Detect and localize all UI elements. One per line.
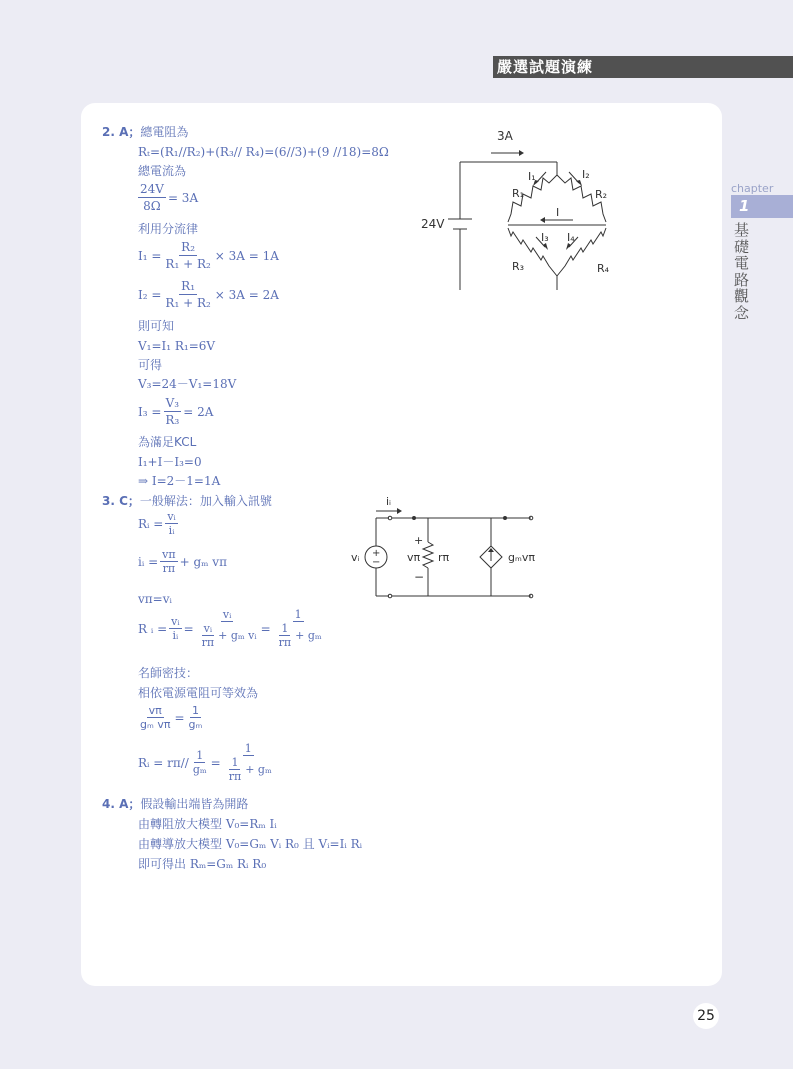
- q2-e3-den: R₃: [165, 413, 180, 427]
- fig1-i2: I₂: [582, 168, 590, 181]
- q3-e5-den2-rest: + gₘ: [245, 763, 272, 776]
- q2-e1-result: × 3A = 1A: [214, 248, 279, 263]
- fig2-vpi-minus: −: [414, 570, 425, 584]
- q2-e1-num: R₂: [181, 240, 196, 254]
- q2-f1-num: 24V: [140, 182, 164, 196]
- q4-line2: 由轉阻放大模型 V₀=Rₘ Iᵢ: [138, 817, 277, 831]
- q3-e3-eq1: =: [183, 621, 194, 636]
- q2-e1-lhs: I₁ =: [138, 248, 162, 263]
- fig2-gm-vpi: gₘvπ: [508, 551, 535, 564]
- q2-e1-den: R₁ + R₂: [165, 257, 211, 271]
- chapter-number: 1: [731, 195, 793, 218]
- q3-eq-equiv: [136, 704, 206, 731]
- q3-e3-den3-den: rπ: [278, 636, 292, 649]
- bridge-circuit-diagram: [415, 125, 630, 300]
- q3-e3-den1: iᵢ: [172, 629, 179, 642]
- fig1-i: I: [556, 206, 560, 219]
- fig1-i1: I₁: [528, 170, 536, 183]
- q2-e2-num: R₁: [181, 279, 196, 293]
- q3-e2-rest: + gₘ vπ: [179, 554, 227, 569]
- fig2-ii: iᵢ: [386, 495, 392, 508]
- q4-line1: 假設輸出端皆為開路: [140, 797, 249, 811]
- q3-e4-den1: gₘ vπ: [140, 718, 171, 731]
- q2-line3: 總電流為: [138, 164, 187, 178]
- q2-line4: 利用分流律: [138, 222, 199, 236]
- q2-e2-result: × 3A = 2A: [214, 287, 279, 302]
- q2-eq-i1: [138, 239, 279, 272]
- small-signal-circuit-diagram: [345, 493, 540, 605]
- q3-eq-ri: [138, 510, 180, 537]
- q3-line1: 一般解法：加入輸入訊號: [139, 494, 272, 508]
- q3-e3-num3: 1: [294, 608, 302, 621]
- fig2-source-plus: +: [372, 548, 381, 559]
- q2-e3-result: = 2A: [183, 404, 214, 419]
- q3-line4: 相依電源電阻可等效為: [138, 686, 259, 700]
- q2-line9: 為滿足KCL: [138, 435, 197, 449]
- q2-e3-lhs: I₃ =: [138, 404, 162, 419]
- q2-line10: I₁+I－I₃=0: [138, 455, 202, 469]
- q3-eq-ri-full: [138, 608, 326, 649]
- fig1-total-current: 3A: [497, 129, 513, 143]
- fig1-r4: R₄: [597, 262, 610, 275]
- q3-e1-lhs: Rᵢ =: [138, 516, 164, 531]
- q3-eq-ri-parallel: [138, 742, 276, 783]
- chapter-label: chapter: [731, 182, 774, 195]
- q4-line3: 由轉導放大模型 V₀=Gₘ Vᵢ R₀ 且 Vᵢ=Iᵢ Rᵢ: [138, 837, 363, 851]
- q2-line5: 則可知: [138, 319, 175, 333]
- q3-e3-den2-num: vᵢ: [203, 622, 213, 635]
- q2-e2-den: R₁ + R₂: [165, 296, 211, 310]
- q2-header: [102, 125, 188, 139]
- fig2-vpi: vπ: [407, 551, 421, 564]
- q2-line1: 總電阻為: [140, 125, 189, 139]
- q2-eq-i3: [138, 395, 213, 428]
- fig1-r2: R₂: [595, 188, 608, 201]
- q3-e2-num: vπ: [162, 548, 176, 561]
- q3-e3-num1: vᵢ: [171, 615, 180, 628]
- q3-e3-lhs: R ᵢ =: [138, 621, 168, 636]
- q3-e3-eq2: =: [260, 621, 271, 636]
- q2-eq-total-current: [136, 181, 198, 214]
- q3-label: 3. C；: [102, 494, 140, 508]
- q3-header: [102, 494, 272, 508]
- q3-e5-eq: =: [210, 755, 221, 770]
- q2-label: 2. A；: [102, 125, 141, 139]
- section-title: 嚴選試題演練: [497, 58, 594, 76]
- fig1-i4: I₄: [567, 231, 575, 244]
- section-header-bar: [493, 56, 793, 78]
- fig2-vpi-plus: +: [414, 534, 424, 547]
- q3-e5-den2-den: rπ: [228, 770, 242, 783]
- q3-e5-num1: 1: [196, 749, 204, 762]
- q4-header: [102, 797, 248, 811]
- q2-eq-i2: [138, 278, 279, 311]
- q3-e5-den2-num: 1: [231, 756, 239, 769]
- q3-e2-den: rπ: [162, 562, 176, 575]
- q3-e4-num1: vπ: [148, 704, 162, 717]
- q2-line7: 可得: [138, 358, 163, 372]
- q2-f1-result: = 3A: [167, 190, 199, 205]
- chapter-title: 基礎電路觀念: [734, 221, 750, 322]
- q3-e5-lhs: Rᵢ = rπ//: [138, 755, 189, 770]
- q3-e1-den: iᵢ: [168, 524, 175, 537]
- q3-e5-den1: gₘ: [192, 763, 207, 776]
- fig1-r1: R₁: [512, 187, 525, 200]
- q2-f1-den: 8Ω: [143, 199, 161, 213]
- q3-e4-num2: 1: [191, 704, 199, 717]
- fig2-vi: vᵢ: [351, 551, 360, 564]
- q2-e3-num: V₃: [165, 396, 180, 410]
- q3-e3-den3-num: 1: [281, 622, 289, 635]
- q2-line8: V₃=24－V₁=18V: [138, 377, 237, 391]
- fig1-source: 24V: [421, 217, 445, 231]
- q3-line3: 名師密技：: [138, 666, 199, 680]
- q4-line4: 即可得出 Rₘ=Gₘ Rᵢ R₀: [138, 857, 267, 871]
- fig2-source-minus: −: [372, 557, 381, 568]
- q3-e3-num2: vᵢ: [222, 608, 232, 621]
- q3-eq-ii: [138, 548, 227, 575]
- q3-e3-den3-rest: + gₘ: [295, 629, 322, 642]
- q3-e4-eq: =: [174, 710, 185, 725]
- q4-label: 4. A；: [102, 797, 141, 811]
- fig1-i3: I₃: [541, 231, 549, 244]
- q3-line2: vπ=vᵢ: [138, 592, 172, 606]
- q3-e1-num: vᵢ: [167, 510, 176, 523]
- fig2-rpi: rπ: [438, 551, 450, 564]
- q3-e2-lhs: iᵢ =: [138, 554, 159, 569]
- q2-line11: ⇒ I=2－1=1A: [138, 474, 221, 488]
- fig1-r3: R₃: [512, 260, 525, 273]
- q2-line6: V₁=I₁ R₁=6V: [138, 339, 216, 353]
- q3-e4-den2: gₘ: [188, 718, 203, 731]
- page-number: 25: [693, 1003, 719, 1029]
- q2-line2: Rₜ=(R₁//R₂)+(R₃// R₄)=(6//3)+(9 //18)=8Ω: [138, 145, 389, 159]
- q3-e3-den2-rest: + gₘ vᵢ: [218, 629, 257, 642]
- q2-e2-lhs: I₂ =: [138, 287, 162, 302]
- q3-e5-num2: 1: [244, 742, 252, 755]
- q3-e3-den2-den: rπ: [201, 636, 215, 649]
